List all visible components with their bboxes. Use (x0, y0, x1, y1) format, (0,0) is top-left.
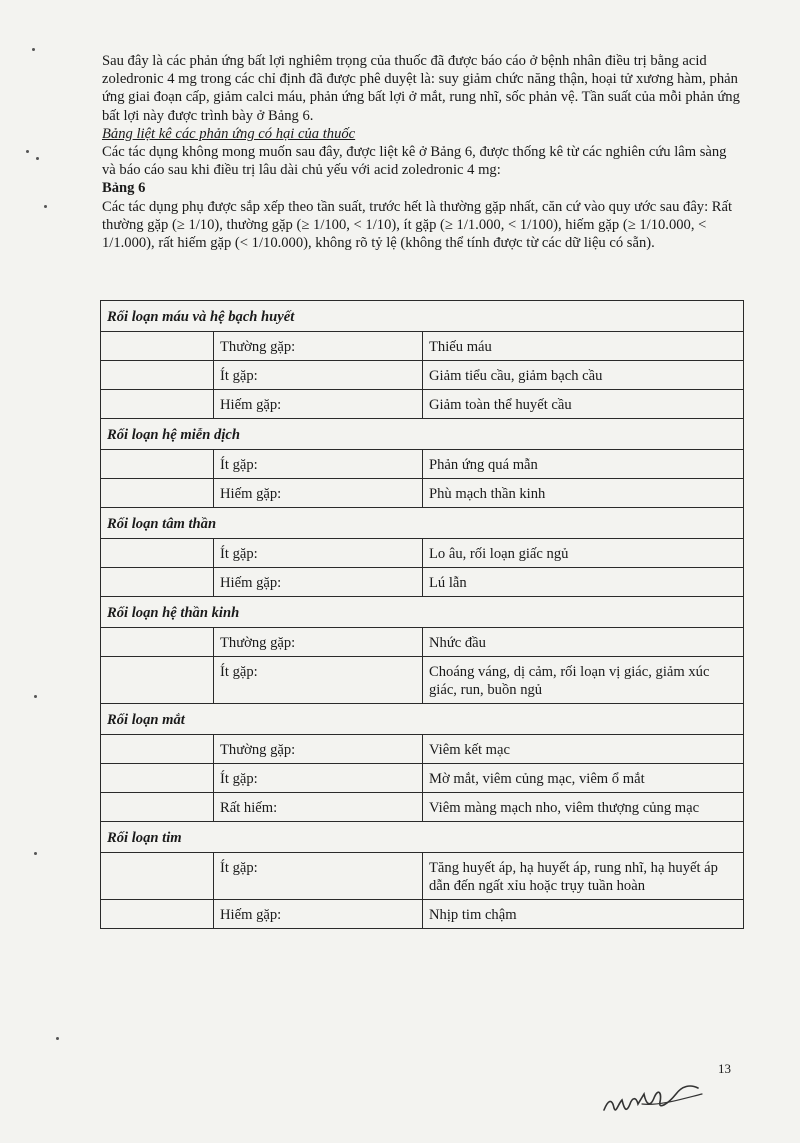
table-row (101, 450, 744, 479)
scan-speck (56, 1037, 59, 1040)
section-row (101, 704, 744, 735)
frequency-cell: Hiếm gặp: (214, 900, 423, 929)
frequency-cell: Hiếm gặp: (214, 479, 423, 508)
handwritten-signature (598, 1074, 708, 1120)
intro-paragraph-serious-reactions: Sau đây là các phản ứng bất lợi nghiêm trọng của thuốc đã được báo cáo ở bệnh nhân điều trị bằng acid zoledronic 4 mg trong các chỉ định đã được phê duyệt là: suy giảm chức năng thận, hoại tử xương hàm, phản ứng giai đoạn cấp, giảm calci máu, phản ứng bất lợi ở mắt, rung nhĩ, sốc phản vệ. Tần suất của mỗi phản ứng bất lợi này được trình bày ở Bảng 6. (102, 53, 740, 124)
frequency-cell: Thường gặp: (214, 628, 423, 657)
effect-cell: Lú lẫn (423, 568, 744, 597)
scan-speck (32, 48, 35, 51)
frequency-cell: Rất hiếm: (214, 793, 423, 822)
intro-paragraph-frequency-convention: Các tác dụng phụ được sắp xếp theo tần suất, trước hết là thường gặp nhất, căn cứ vào quy ước sau đây: Rất thường gặp (≥ 1/10), thường gặp (≥ 1/100, < 1/10), ít gặp (≥ 1/1.000, < 1/100), hiếm gặp (≥ 1/10.000, < 1/1.000), rất hiếm gặp (< 1/10.000), không rõ tỷ lệ (không thể tính được từ các dữ liệu có sẵn). (102, 198, 733, 252)
table-row (101, 390, 744, 419)
frequency-cell: Ít gặp: (214, 450, 423, 479)
intro-paragraph-table-source: Các tác dụng không mong muốn sau đây, được liệt kê ở Bảng 6, được thống kê từ các nghiên cứu lâm sàng và báo cáo sau khi điều trị lâu dài chủ yếu với acid zoledronic 4 mg: (102, 144, 727, 179)
frequency-cell: Ít gặp: (214, 657, 423, 704)
empty-cell (101, 764, 214, 793)
table-row (101, 900, 744, 929)
table-row (101, 628, 744, 657)
effect-cell: Giảm toàn thể huyết cầu (423, 390, 744, 419)
frequency-cell: Thường gặp: (214, 735, 423, 764)
empty-cell (101, 853, 214, 900)
table-row (101, 764, 744, 793)
section-row (101, 301, 744, 332)
effect-cell: Giảm tiểu cầu, giảm bạch cầu (423, 361, 744, 390)
empty-cell (101, 390, 214, 419)
effect-cell: Lo âu, rối loạn giấc ngủ (423, 539, 744, 568)
frequency-cell: Ít gặp: (214, 539, 423, 568)
subheading-adverse-reactions-list: Bảng liệt kê các phản ứng có hại của thuốc (102, 125, 356, 142)
empty-cell (101, 539, 214, 568)
effect-cell: Choáng váng, dị cảm, rối loạn vị giác, giảm xúc giác, run, buồn ngủ (423, 657, 744, 704)
adverse-effects-table (100, 300, 744, 929)
empty-cell (101, 657, 214, 704)
empty-cell (101, 735, 214, 764)
empty-cell (101, 900, 214, 929)
empty-cell (101, 479, 214, 508)
frequency-cell: Ít gặp: (214, 764, 423, 793)
frequency-cell: Hiếm gặp: (214, 568, 423, 597)
section-heading: Rối loạn tim (101, 822, 744, 853)
table-row (101, 332, 744, 361)
empty-cell (101, 332, 214, 361)
effect-cell: Phản ứng quá mẫn (423, 450, 744, 479)
scan-speck (34, 852, 37, 855)
table-row (101, 735, 744, 764)
effect-cell: Mờ mắt, viêm củng mạc, viêm ổ mắt (423, 764, 744, 793)
section-row (101, 597, 744, 628)
effect-cell: Viêm kết mạc (423, 735, 744, 764)
scan-speck (26, 150, 29, 153)
scan-speck (34, 695, 37, 698)
empty-cell (101, 628, 214, 657)
table-row (101, 361, 744, 390)
effect-cell: Phù mạch thần kinh (423, 479, 744, 508)
effect-cell: Thiếu máu (423, 332, 744, 361)
section-heading: Rối loạn hệ miễn dịch (101, 419, 744, 450)
empty-cell (101, 568, 214, 597)
section-heading: Rối loạn tâm thần (101, 508, 744, 539)
table-title: Bảng 6 (102, 180, 146, 197)
table-row (101, 657, 744, 704)
frequency-cell: Ít gặp: (214, 361, 423, 390)
section-heading: Rối loạn máu và hệ bạch huyết (101, 301, 744, 332)
table-row (101, 568, 744, 597)
frequency-cell: Hiếm gặp: (214, 390, 423, 419)
empty-cell (101, 793, 214, 822)
frequency-cell: Ít gặp: (214, 853, 423, 900)
section-heading: Rối loạn hệ thần kinh (101, 597, 744, 628)
page-number: 13 (718, 1061, 731, 1076)
section-row (101, 822, 744, 853)
table-row (101, 539, 744, 568)
table-row (101, 853, 744, 900)
effect-cell: Viêm màng mạch nho, viêm thượng củng mạc (423, 793, 744, 822)
section-row (101, 419, 744, 450)
table-row (101, 479, 744, 508)
effect-cell: Nhịp tim chậm (423, 900, 744, 929)
empty-cell (101, 361, 214, 390)
effect-cell: Tăng huyết áp, hạ huyết áp, rung nhĩ, hạ huyết áp dẫn đến ngất xỉu hoặc trụy tuần hoàn (423, 853, 744, 900)
intro-text (102, 52, 742, 252)
table-row (101, 793, 744, 822)
effect-cell: Nhức đầu (423, 628, 744, 657)
section-row (101, 508, 744, 539)
frequency-cell: Thường gặp: (214, 332, 423, 361)
empty-cell (101, 450, 214, 479)
scan-speck (44, 205, 47, 208)
scan-speck (36, 157, 39, 160)
section-heading: Rối loạn mắt (101, 704, 744, 735)
